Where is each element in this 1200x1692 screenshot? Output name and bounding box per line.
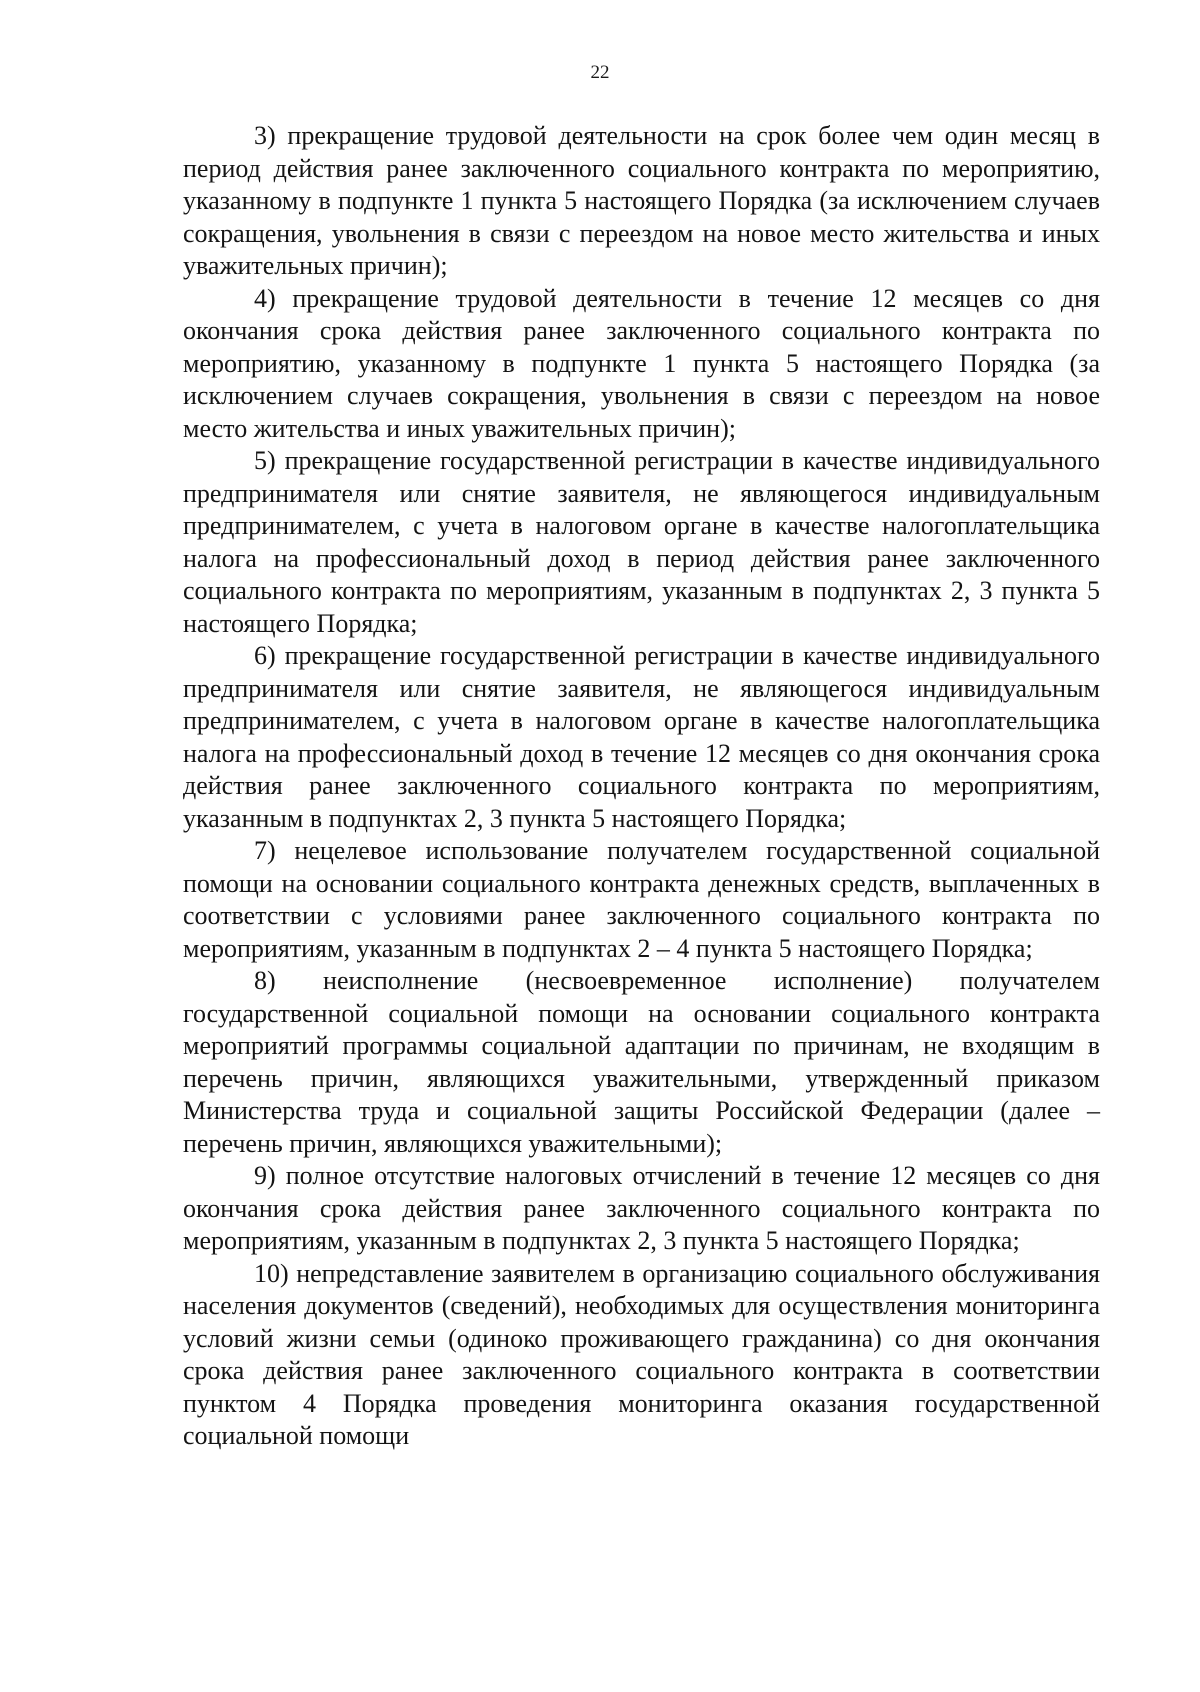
paragraph-item-10: 10) непредставление заявителем в организацию социального обслуживания населения документов (сведений), необходимых для осуществления мониторинга условий жизни семьи (одиноко проживающего гражданина) со дня окончания срока действия ранее заключенного социального контракта в соответствии пунктом 4 Порядка проведения мониторинга оказания государственной социальной помощи — [183, 1258, 1100, 1450]
paragraph-item-3: 3) прекращение трудовой деятельности на срок более чем один месяц в период действия ранее заключенного социального контракта по мероприятию, указанному в подпункте 1 пункта 5 настоящего Порядка (за исключением случаев сокращения, увольнения в связи с переездом на новое место жительства и иных уважительных причин); — [183, 121, 1100, 280]
paragraph-item-4: 4) прекращение трудовой деятельности в течение 12 месяцев со дня окончания срока действия ранее заключенного социального контракта по мероприятию, указанному в подпункте 1 пункта 5 настоящего Порядка (за исключением случаев сокращения, увольнения в связи с переездом на новое место жительства и иных уважительных причин); — [183, 283, 1100, 443]
paragraph-item-7: 7) нецелевое использование получателем государственной социальной помощи на основании социального контракта денежных средств, выплаченных в соответствии с условиями ранее заключенного социального контракта по мероприятиям, указанным в подпунктах 2 – 4 пункта 5 настоящего Порядка; — [183, 836, 1100, 963]
page-number: 22 — [590, 62, 610, 83]
paragraph-item-5: 5) прекращение государственной регистрации в качестве индивидуального предпринимателя или снятие заявителя, не являющегося индивидуальным предпринимателем, с учета в налоговом органе в качестве налогоплательщика налога на профессиональный доход в период действия ранее заключенного социального контракта по мероприятиям, указанным в подпунктах 2, 3 пункта 5 настоящего Порядка; — [183, 446, 1100, 638]
document-body — [183, 120, 1100, 1453]
paragraph-item-6: 6) прекращение государственной регистрации в качестве индивидуального предпринимателя или снятие заявителя, не являющегося индивидуальным предпринимателем, с учета в налоговом органе в качестве налогоплательщика налога на профессиональный доход в течение 12 месяцев со дня окончания срока действия ранее заключенного социального контракта по мероприятиям, указанным в подпунктах 2, 3 пункта 5 настоящего Порядка; — [183, 641, 1100, 833]
paragraph-item-9: 9) полное отсутствие налоговых отчислений в течение 12 месяцев со дня окончания срока действия ранее заключенного социального контракта по мероприятиям, указанным в подпунктах 2, 3 пункта 5 настоящего Порядка; — [183, 1161, 1100, 1255]
paragraph-item-8: 8) неисполнение (несвоевременное исполнение) получателем государственной социальной помощи на основании социального контракта мероприятий программы социальной адаптации по причинам, не входящим в перечень причин, являющихся уважительными, утвержденный приказом Министерства труда и социальной защиты Российской Федерации (далее – перечень причин, являющихся уважительными); — [183, 966, 1100, 1158]
